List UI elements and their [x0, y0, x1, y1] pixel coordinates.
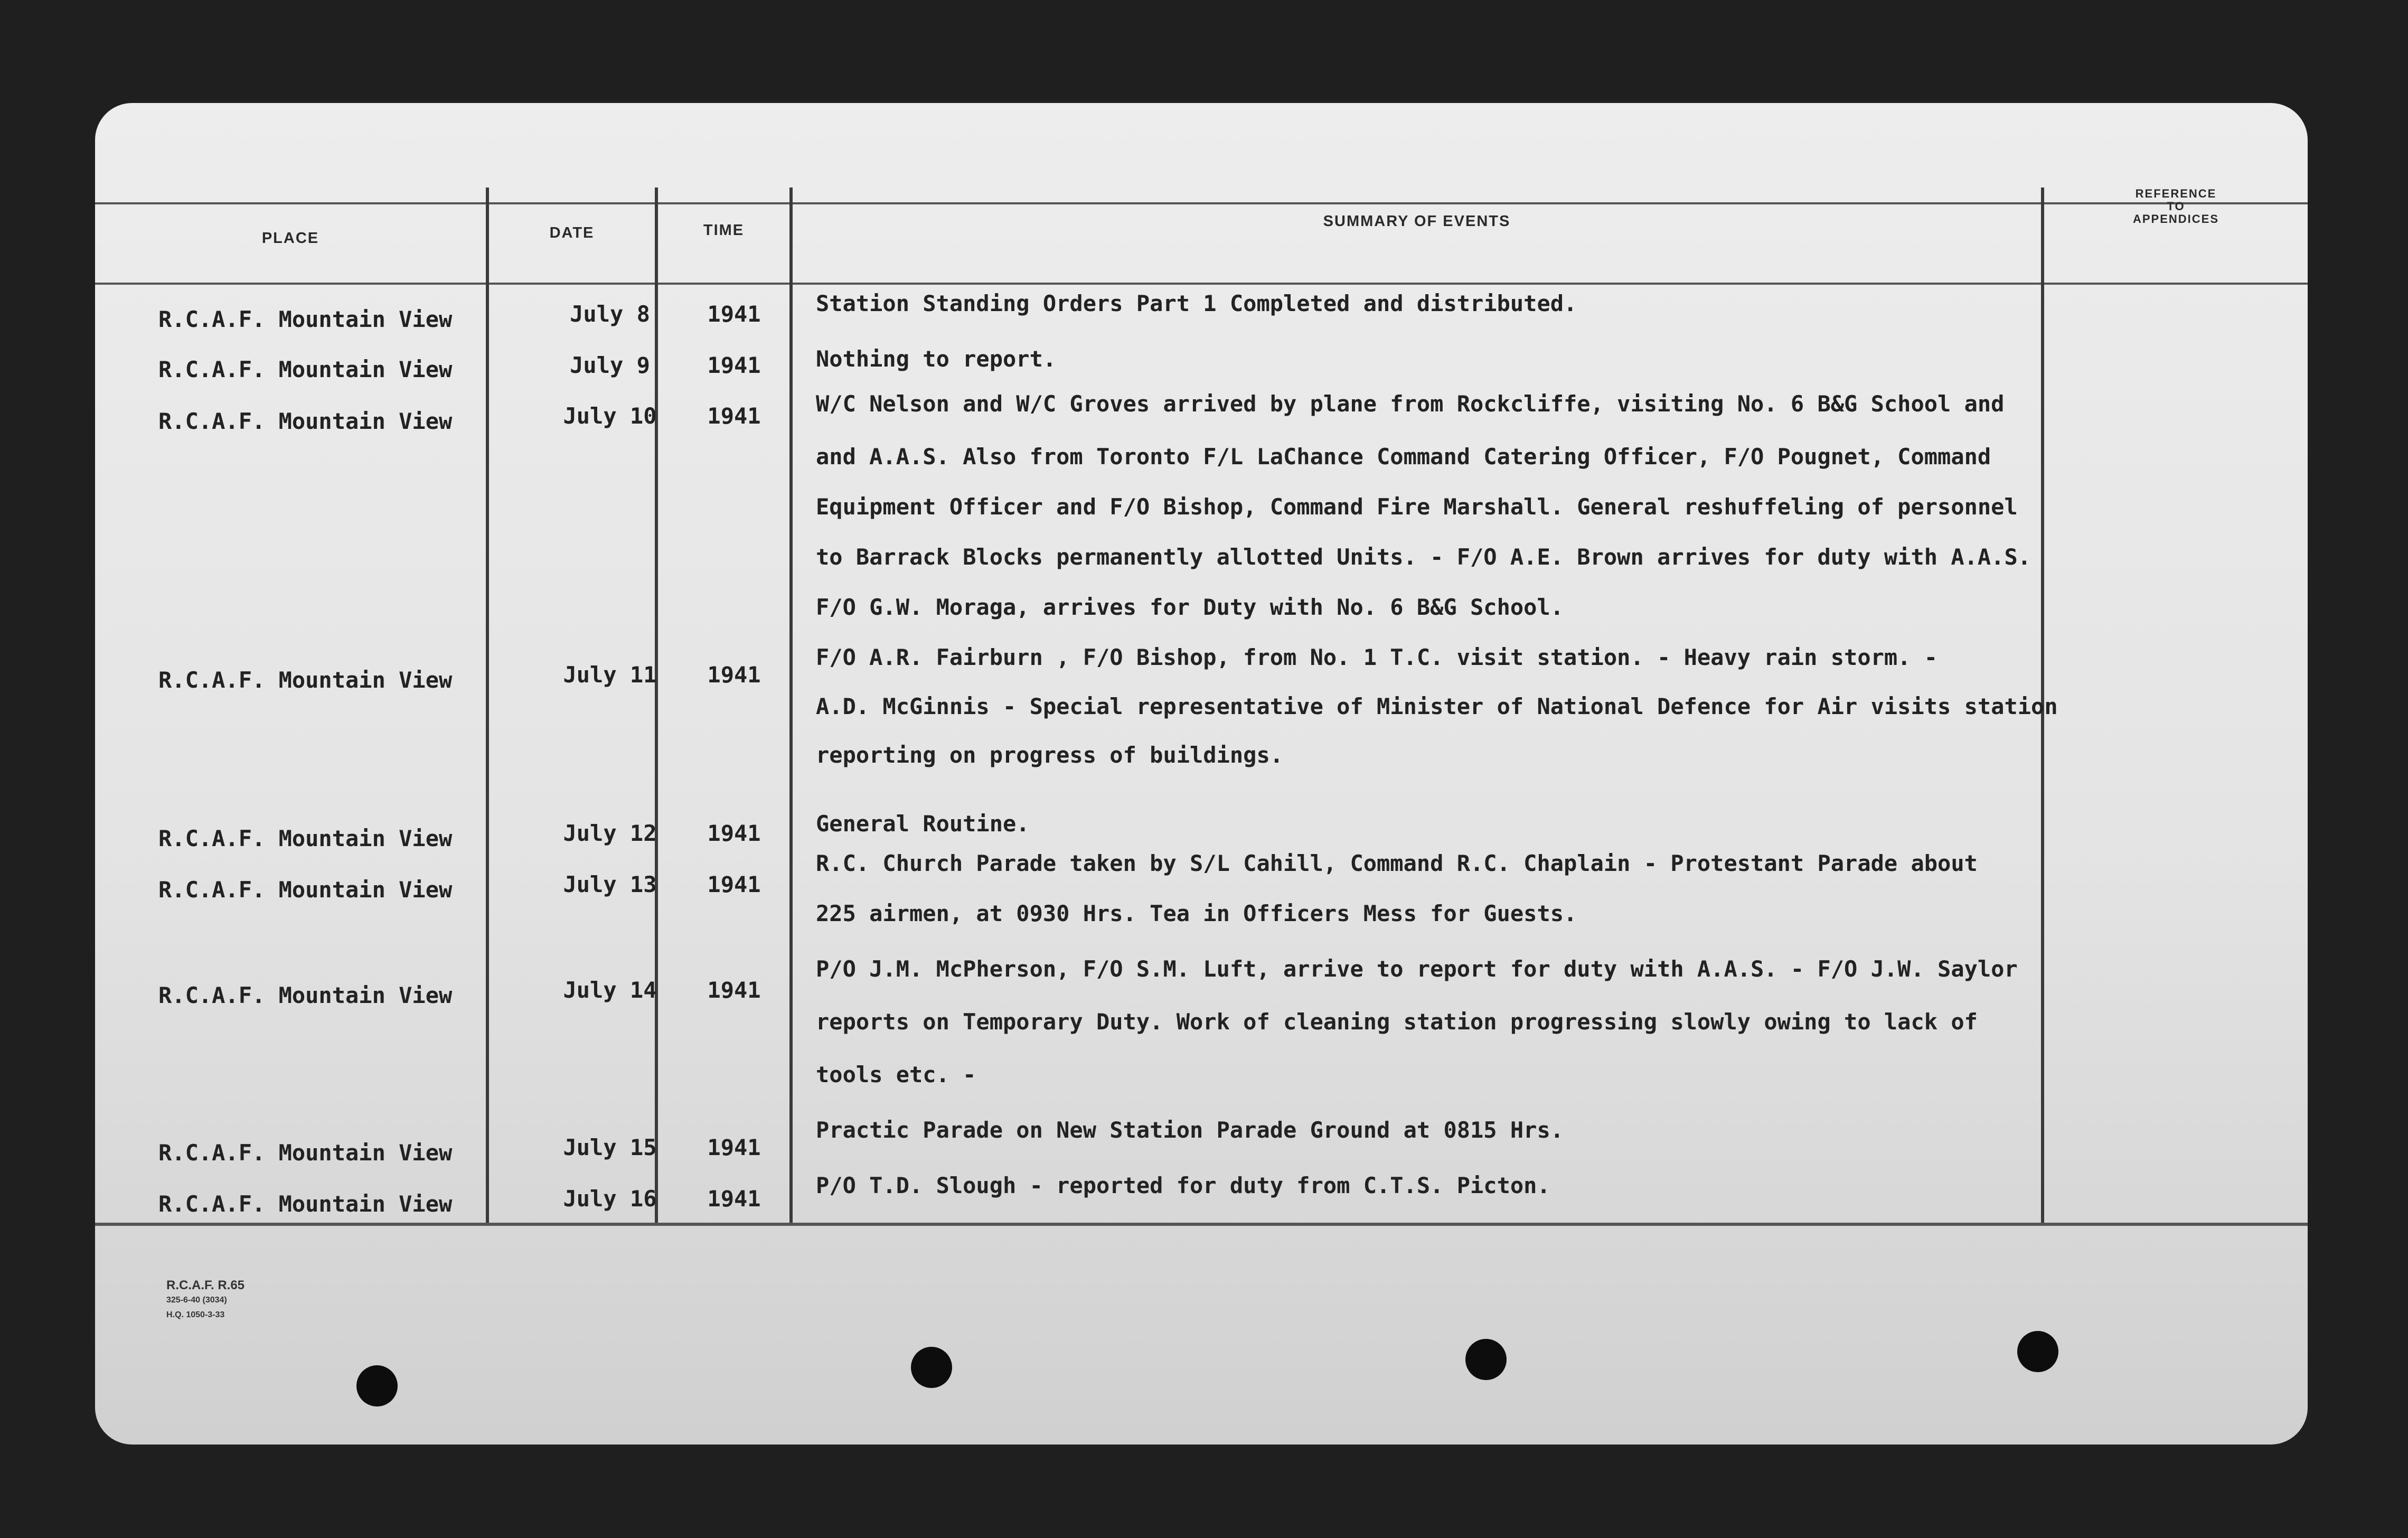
punch-hole [1465, 1339, 1507, 1380]
form-print-code: 325-6-40 (3034) [166, 1296, 227, 1305]
header-bottom-rule [95, 283, 2308, 285]
entry-summary-line: P/O J.M. McPherson, F/O S.M. Luft, arrive to report for duty with A.A.S. - F/O J.W. Saylor [816, 956, 2018, 982]
entry-summary-line: and A.A.S. Also from Toronto F/L LaChance Command Catering Officer, F/O Pougnet, Command [816, 444, 1991, 470]
entry-date: July 12 [563, 820, 657, 846]
entry-date: July 9 [570, 352, 650, 378]
header-reference-line: APPENDICES [2132, 212, 2219, 226]
entry-date: July 16 [563, 1186, 657, 1212]
entry-summary-line: reporting on progress of buildings. [816, 742, 1284, 768]
entry-place: R.C.A.F. Mountain View [158, 982, 453, 1008]
entry-summary-line: General Routine. [816, 811, 1030, 837]
entry-time: 1941 [707, 977, 761, 1003]
entry-place: R.C.A.F. Mountain View [158, 1140, 453, 1166]
entry-summary-line: Station Standing Orders Part 1 Completed and distributed. [816, 290, 1577, 316]
header-date: DATE [549, 224, 595, 241]
entry-summary-line: Nothing to report. [816, 346, 1057, 372]
header-top-rule [95, 202, 2308, 204]
entry-place: R.C.A.F. Mountain View [158, 667, 453, 693]
header-summary: SUMMARY OF EVENTS [1323, 213, 1511, 230]
entry-date: July 13 [563, 871, 657, 897]
entry-time: 1941 [707, 1134, 761, 1160]
entry-date: July 15 [563, 1134, 657, 1160]
entry-summary-line: P/O T.D. Slough - reported for duty from C.T.S. Picton. [816, 1173, 1550, 1198]
header-time: TIME [703, 222, 745, 239]
entry-summary-line: tools etc. - [816, 1062, 976, 1087]
entry-summary-line: Equipment Officer and F/O Bishop, Command Fire Marshall. General reshuffeling of personnel [816, 494, 2018, 520]
punch-hole [2017, 1331, 2058, 1372]
header-reference [2044, 187, 2308, 226]
entry-summary-line: 225 airmen, at 0930 Hrs. Tea in Officers Mess for Guests. [816, 901, 1577, 926]
entry-time: 1941 [707, 820, 761, 846]
header-reference-line: TO [2167, 200, 2185, 213]
entry-date: July 14 [563, 977, 657, 1003]
entry-time: 1941 [707, 352, 761, 378]
entry-time: 1941 [707, 403, 761, 429]
entry-place: R.C.A.F. Mountain View [158, 877, 453, 903]
header-reference-line: REFERENCE [2135, 187, 2217, 200]
entry-summary-line: A.D. McGinnis - Special representative of Minister of National Defence for Air visits station [816, 693, 2058, 719]
form-number: R.C.A.F. R.65 [166, 1278, 245, 1292]
form-identifier [166, 1278, 244, 1323]
form-hq-code: H.Q. 1050-3-33 [166, 1310, 225, 1319]
entry-summary-line: F/O G.W. Moraga, arrives for Duty with No. 6 B&G School. [816, 594, 1564, 620]
entry-date: July 10 [563, 403, 657, 429]
ledger-table [95, 103, 2308, 1223]
entry-date: July 8 [570, 301, 650, 327]
entry-time: 1941 [707, 871, 761, 897]
divider-date-time [655, 187, 658, 1223]
ledger-card [95, 103, 2308, 1445]
ledger-bottom-rule [95, 1223, 2308, 1226]
entry-time: 1941 [707, 1186, 761, 1212]
entry-place: R.C.A.F. Mountain View [158, 1191, 453, 1217]
punch-hole [911, 1347, 952, 1388]
entry-place: R.C.A.F. Mountain View [158, 408, 453, 434]
entry-summary-line: Practic Parade on New Station Parade Ground at 0815 Hrs. [816, 1117, 1564, 1143]
header-place: PLACE [261, 230, 319, 247]
entry-time: 1941 [707, 662, 761, 688]
entry-date: July 11 [563, 662, 657, 688]
entry-place: R.C.A.F. Mountain View [158, 306, 453, 332]
divider-time-summary [789, 187, 793, 1223]
divider-place-date [486, 187, 489, 1223]
entry-summary-line: F/O A.R. Fairburn , F/O Bishop, from No. 1 T.C. visit station. - Heavy rain storm. - [816, 644, 1938, 670]
entry-summary-line: reports on Temporary Duty. Work of cleaning station progressing slowly owing to lack of [816, 1009, 1978, 1035]
entry-summary-line: to Barrack Blocks permanently allotted Units. - F/O A.E. Brown arrives for duty with A.A.S. [816, 544, 2031, 570]
entry-summary-line: R.C. Church Parade taken by S/L Cahill, Command R.C. Chaplain - Protestant Parade about [816, 850, 1978, 876]
entry-place: R.C.A.F. Mountain View [158, 826, 453, 851]
entry-time: 1941 [707, 301, 761, 327]
entry-place: R.C.A.F. Mountain View [158, 357, 453, 382]
entry-summary-line: W/C Nelson and W/C Groves arrived by plane from Rockcliffe, visiting No. 6 B&G School and [816, 391, 2005, 417]
punch-hole [356, 1365, 398, 1406]
